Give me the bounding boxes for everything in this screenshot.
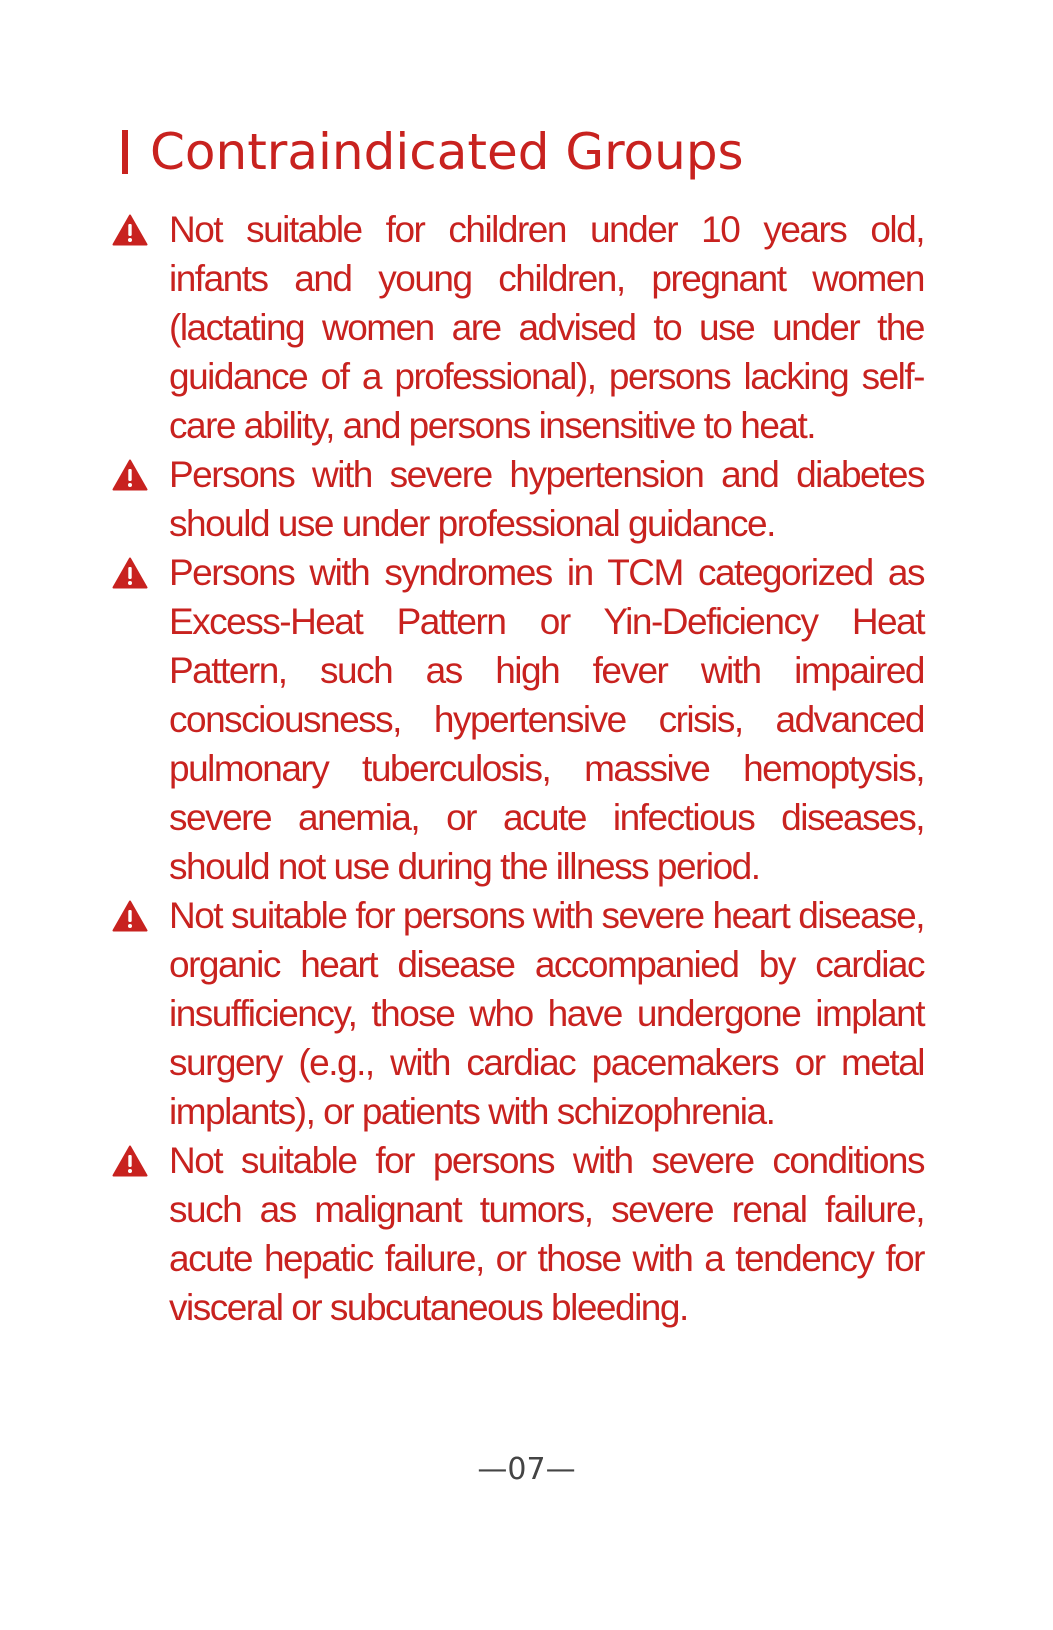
section-title: Contraindicated Groups bbox=[150, 123, 744, 181]
warning-triangle-icon bbox=[112, 900, 148, 932]
warning-triangle-icon bbox=[112, 214, 148, 246]
list-item bbox=[112, 205, 924, 450]
section-heading bbox=[122, 118, 744, 186]
list-item bbox=[112, 1136, 924, 1332]
list-item-text: Persons with severe hypertension and diabetes should use under professional guidance. bbox=[169, 454, 924, 544]
list-item-text: Not suitable for children under 10 years old, infants and young children, pregnant women (lactating women are advised to use under the guidance of a professional), persons lacking self-care ability, and persons insensitive to heat. bbox=[169, 209, 924, 446]
list-item bbox=[112, 891, 924, 1136]
list-item-text: Not suitable for persons with severe conditions such as malignant tumors, severe renal failure, acute hepatic failure, or those with a tendency for visceral or subcutaneous bleeding. bbox=[169, 1140, 924, 1328]
contraindication-list bbox=[112, 205, 924, 1332]
list-item-text: Persons with syndromes in TCM categorized as Excess-Heat Pattern or Yin-Deficiency Heat Pattern, such as high fever with impaired consciousness, hypertensive crisis, advanced pulmonary tuberculosis, massive hemoptysis, severe anemia, or acute infectious diseases, should not use during the illness period. bbox=[169, 552, 924, 887]
list-item bbox=[112, 450, 924, 548]
list-item bbox=[112, 548, 924, 891]
warning-triangle-icon bbox=[112, 1145, 148, 1177]
heading-accent-bar bbox=[122, 130, 128, 174]
warning-triangle-icon bbox=[112, 459, 148, 491]
list-item-text: Not suitable for persons with severe heart disease, organic heart disease accompanied by cardiac insufficiency, those who have undergone implant surgery (e.g., with cardiac pacemakers or metal implants), or patients with schizophrenia. bbox=[169, 895, 924, 1132]
warning-triangle-icon bbox=[112, 557, 148, 589]
page-number: —07— bbox=[477, 1452, 576, 1487]
